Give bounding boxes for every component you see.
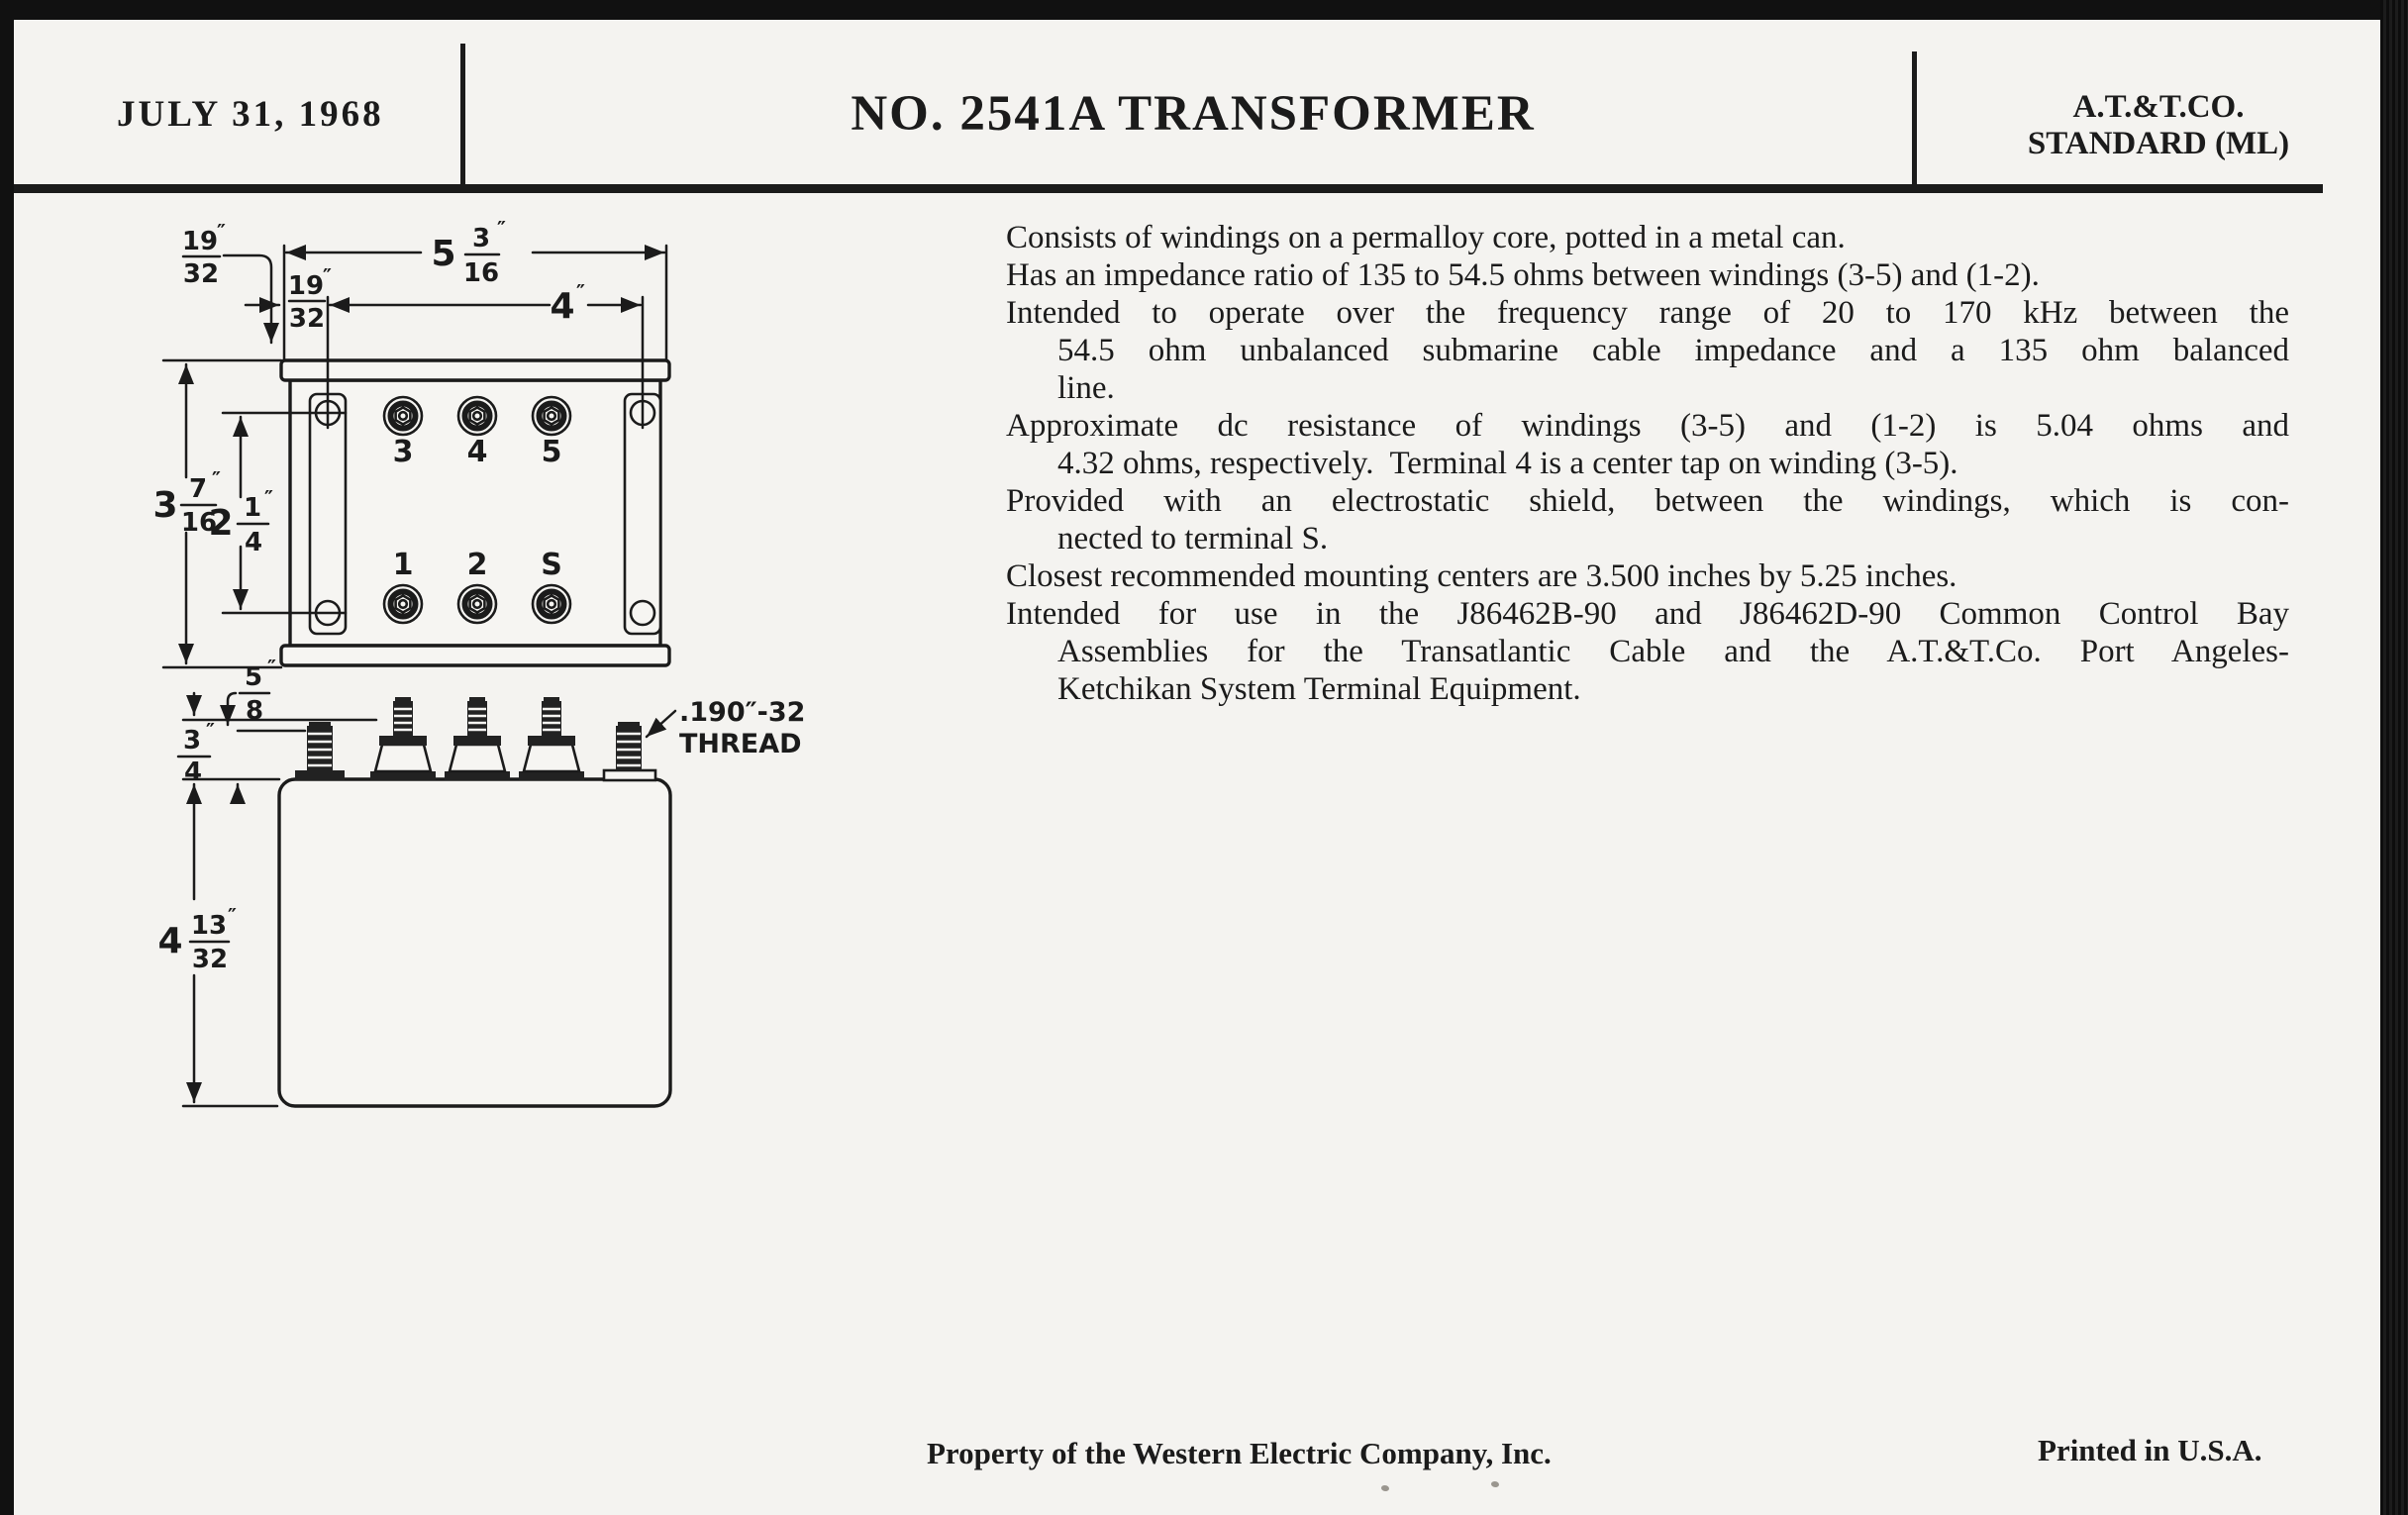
dim-overall-width-num: 3 xyxy=(471,224,491,253)
terminal-label: 4 xyxy=(466,435,488,469)
terminal-4 xyxy=(458,397,496,435)
scan-speck xyxy=(1491,1481,1499,1487)
dim-can-height-num: 13 xyxy=(190,911,228,941)
inch-mark: ″ xyxy=(497,217,506,241)
mounting-hole xyxy=(631,601,654,625)
dim-overall-height-den: 16 xyxy=(180,508,218,538)
thread-callout-line1: .190″-32 xyxy=(679,697,806,728)
insulated-terminal xyxy=(445,697,510,780)
property-notice: Property of the Western Electric Company, Inc. xyxy=(927,1436,1552,1470)
dim-stud-height-den: 4 xyxy=(183,758,203,787)
inch-mark: ″ xyxy=(217,220,226,244)
spec-line: Approximate dc resistance of windings (3-5) and (1-2) is 5.04 ohms and xyxy=(1006,408,2289,444)
dim-overall-height-num: 7 xyxy=(188,474,208,504)
spec-line: Consists of windings on a permalloy core, potted in a metal can. xyxy=(1006,220,1846,255)
spec-line: Provided with an electrostatic shield, between the windings, which is con- xyxy=(1006,483,2289,519)
dim-inner-width: 4 xyxy=(550,286,575,327)
spec-line: Assemblies for the Transatlantic Cable and the A.T.&T.Co. Port Angeles- xyxy=(1057,634,2289,669)
scan-border-right xyxy=(2380,0,2408,1515)
terminal-label: 2 xyxy=(466,548,488,582)
inch-mark: ″ xyxy=(267,656,276,679)
insulated-terminal xyxy=(370,697,436,780)
spec-line: Intended to operate over the frequency range of 20 to 170 kHz between the xyxy=(1006,295,2289,331)
top-view-drawing xyxy=(129,198,743,673)
spec-line: nected to terminal S. xyxy=(1057,521,1329,556)
scan-border-left xyxy=(0,0,14,1515)
mounting-slot-left xyxy=(310,394,346,634)
scan-border-top xyxy=(0,0,2408,20)
terminal-label: S xyxy=(541,548,562,582)
dim-edge-offset-den: 32 xyxy=(182,259,220,289)
org-standard: STANDARD (ML) xyxy=(2027,126,2290,161)
inch-mark: ″ xyxy=(264,486,273,510)
spec-line: Closest recommended mounting centers are 3.500 inches by 5.25 inches. xyxy=(1006,558,1957,594)
terminal-2 xyxy=(458,585,496,623)
inch-mark: ″ xyxy=(228,904,237,928)
side-view-drawing xyxy=(129,634,822,1149)
spec-line: Has an impedance ratio of 135 to 54.5 ohms between windings (3-5) and (1-2). xyxy=(1006,257,2040,293)
dim-stud-height-num: 3 xyxy=(182,726,202,756)
spec-line: Intended for use in the J86462B-90 and J86462D-90 Common Control Bay xyxy=(1006,596,2289,632)
dim-overall-width-whole: 5 xyxy=(431,234,456,274)
dim-terminal-height-den: 8 xyxy=(245,696,264,726)
spec-paragraphs xyxy=(1006,219,2289,708)
terminal-3 xyxy=(384,397,422,435)
dim-overall-width-den: 16 xyxy=(462,258,500,288)
inch-mark: ″ xyxy=(323,264,332,288)
org-standard-block xyxy=(1965,89,2352,162)
spec-line: 4.32 ohms, respectively. Terminal 4 is a center tap on winding (3-5). xyxy=(1057,446,1958,481)
mounting-stud-right xyxy=(604,722,655,780)
inch-mark: ″ xyxy=(212,467,221,491)
issue-date: JULY 31, 1968 xyxy=(117,94,384,135)
inch-mark: ″ xyxy=(206,719,215,743)
mounting-slot-right xyxy=(625,394,660,634)
terminal-label: 1 xyxy=(392,548,414,582)
header-divider-left xyxy=(460,44,465,188)
dim-hole-spacing-den: 4 xyxy=(244,528,263,557)
dim-overall-height-whole: 3 xyxy=(152,485,178,526)
scan-speck xyxy=(1381,1485,1389,1491)
terminal-label: 3 xyxy=(392,435,414,469)
can-side-view xyxy=(279,779,670,1106)
dim-hole-spacing-whole: 2 xyxy=(208,503,234,544)
dim-side-offset-den: 32 xyxy=(288,304,326,334)
dim-terminal-height-num: 5 xyxy=(244,662,263,692)
dim-can-height-whole: 4 xyxy=(157,921,183,961)
dim-can-height-den: 32 xyxy=(191,945,229,974)
dim-edge-offset-num: 19 xyxy=(181,227,219,256)
dim-hole-spacing-num: 1 xyxy=(243,493,262,523)
page-title: NO. 2541A TRANSFORMER xyxy=(851,86,1536,142)
terminal-s xyxy=(533,585,570,623)
terminal-1 xyxy=(384,585,422,623)
thread-callout-line2: THREAD xyxy=(679,729,802,759)
header-rule xyxy=(14,184,2323,193)
dim-side-offset-num: 19 xyxy=(287,271,325,301)
insulated-terminal xyxy=(519,697,584,780)
spec-line: 54.5 ohm unbalanced submarine cable impedance and a 135 ohm balanced xyxy=(1057,333,2289,368)
printed-notice: Printed in U.S.A. xyxy=(2038,1433,2262,1467)
org-name: A.T.&T.CO. xyxy=(2072,89,2245,125)
terminal-label: 5 xyxy=(541,435,562,469)
inch-mark: ″ xyxy=(576,280,585,304)
terminal-5 xyxy=(533,397,570,435)
spec-line: line. xyxy=(1057,370,1115,406)
header-divider-right xyxy=(1912,51,1917,190)
spec-line: Ketchikan System Terminal Equipment. xyxy=(1057,671,1581,707)
